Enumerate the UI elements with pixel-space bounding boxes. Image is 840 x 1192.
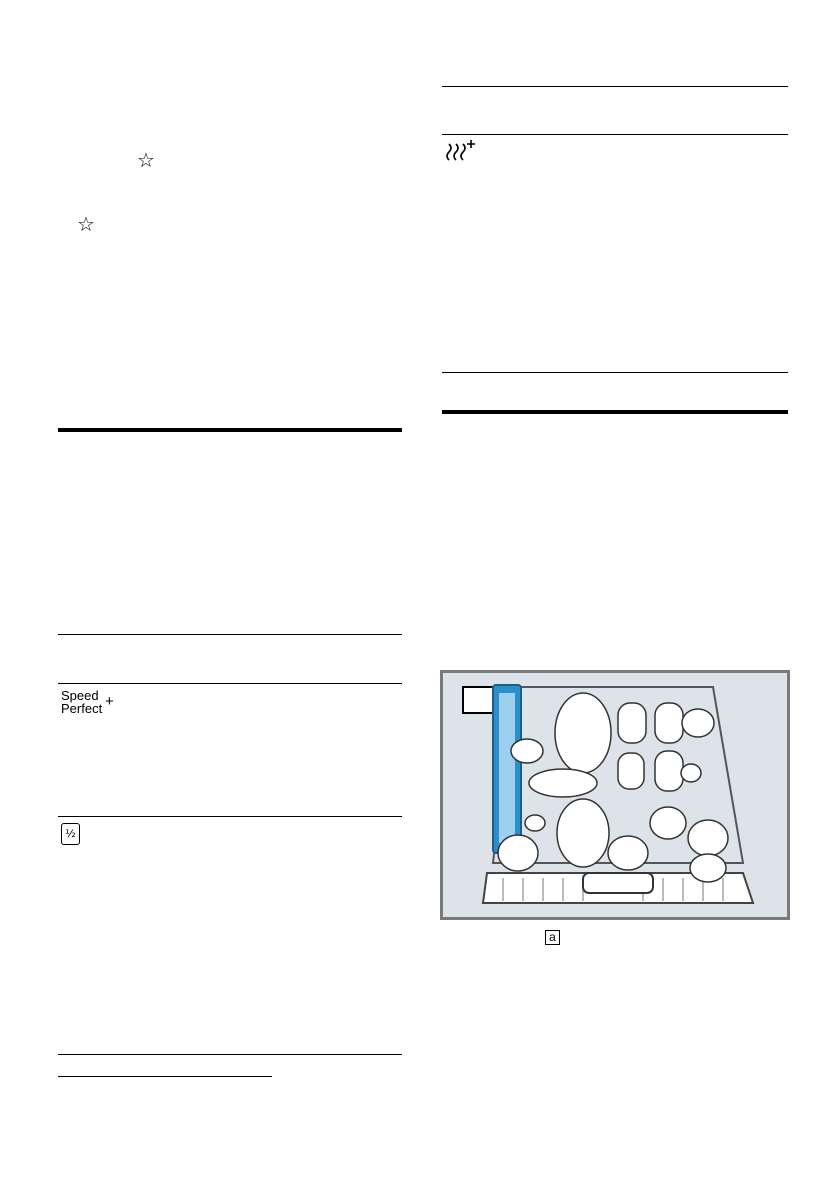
table-rule-left-1 [58, 634, 402, 635]
speed-perfect-icon [61, 689, 121, 719]
table-rule-left-2 [58, 683, 402, 684]
section-rule-left [58, 428, 402, 432]
table-rule-right-2 [442, 134, 788, 135]
star-icon-1: ☆ [137, 148, 155, 172]
figure-callout-label: a [545, 930, 560, 945]
dishwasher-basket-figure [440, 670, 790, 920]
extra-dry-icon [445, 138, 479, 166]
table-rule-right-1 [442, 86, 788, 87]
basket-illustration [443, 673, 787, 917]
speed-plus-label: + [105, 693, 114, 710]
star-icon-2: ☆ [77, 212, 95, 236]
perfect-label: Perfect [61, 701, 103, 716]
half-load-label: ½ [65, 827, 76, 840]
half-load-icon [61, 823, 80, 845]
table-rule-left-4 [58, 1054, 402, 1055]
table-rule-right-3 [442, 372, 788, 373]
footnote-rule [58, 1076, 272, 1077]
section-rule-right [442, 410, 788, 414]
table-rule-left-3 [58, 816, 402, 817]
speed-label: Speed [61, 688, 99, 703]
